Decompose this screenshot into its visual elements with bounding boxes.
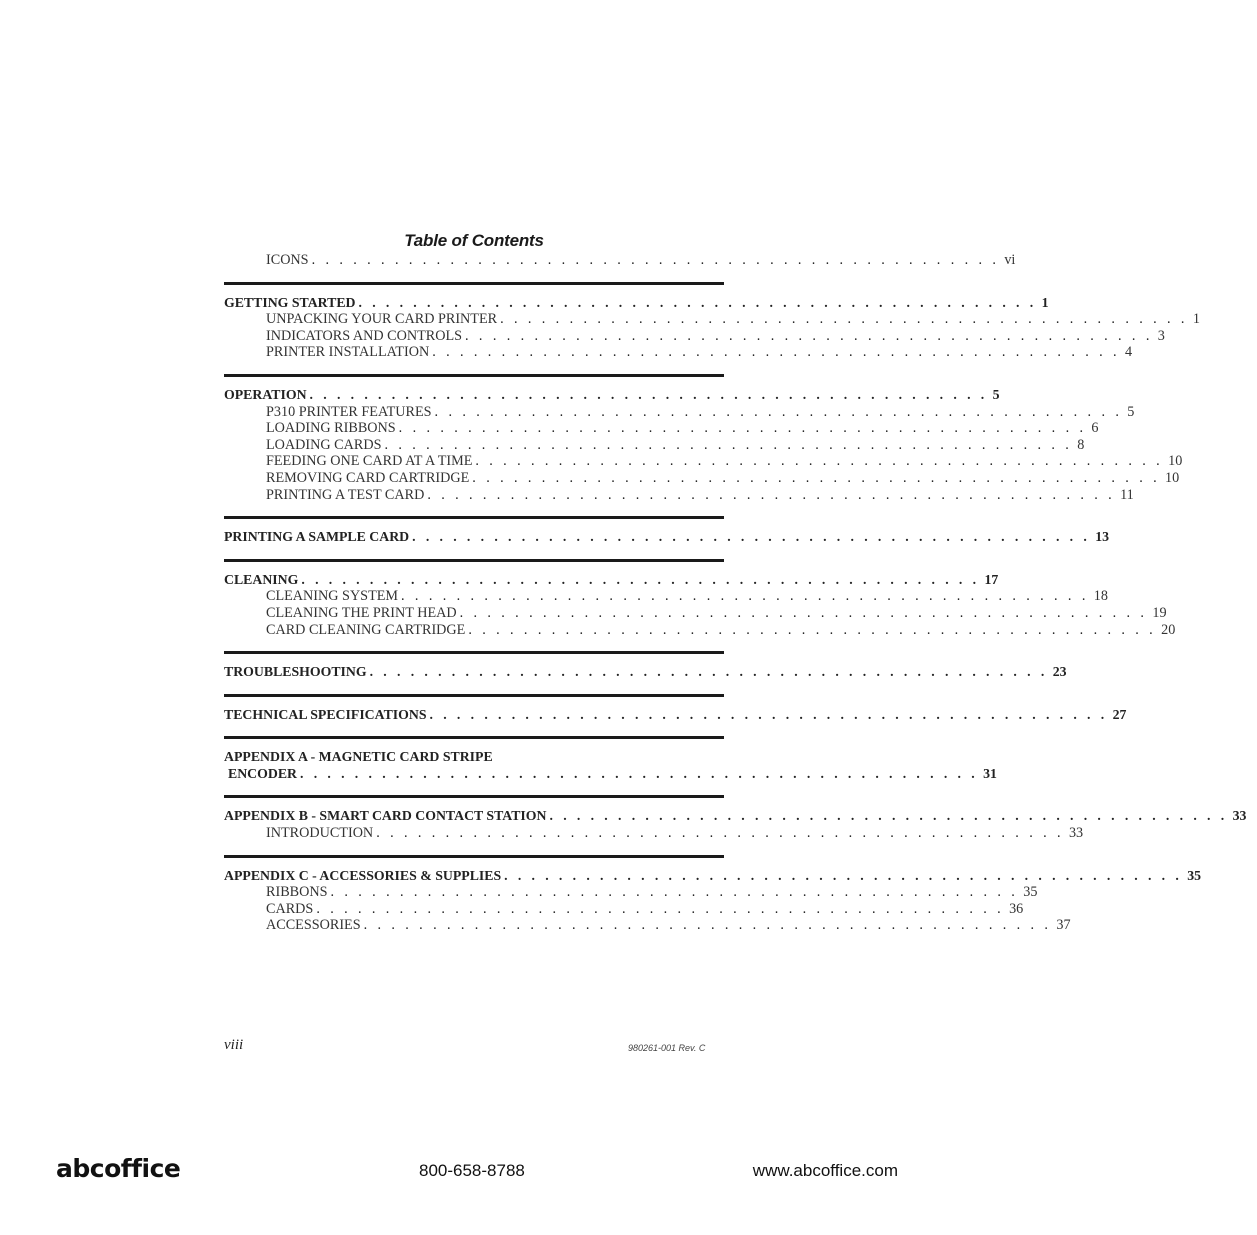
toc-heading-appendix-c[interactable] [224,867,1202,885]
toc-entry[interactable] [224,884,1038,901]
toc-entry-label: CLEANING THE PRINT HEAD [266,604,457,621]
dot-leader: . . . . . . . . . . . . . . . . . . . . . . . . . . . . . . . . . . . . . . . . . . . . . . . . . . [376,825,1064,842]
toc-section-icons [224,252,1016,285]
dot-leader: . . . . . . . . . . . . . . . . . . . . . . . . . . . . . . . . . . . . . . . . . . . . . . . . . . [472,469,1161,486]
toc-section-operation [224,386,1183,519]
toc-entry-page: 35 [1023,884,1038,901]
dot-leader: . . . . . . . . . . . . . . . . . . . . . . . . . . . . . . . . . . . . . . . . . . . . . . . . . . [358,294,1037,310]
dot-leader: . . . . . . . . . . . . . . . . . . . . . . . . . . . . . . . . . . . . . . . . . . . . . . . . . . [475,453,1164,470]
toc-section-getting-started [224,294,1200,377]
page-title: Table of Contents [404,231,544,250]
dot-leader: . . . . . . . . . . . . . . . . . . . . . . . . . . . . . . . . . . . . . . . . . . . . . . . . . . [412,529,1091,545]
document-number: 980261-001 Rev. C [628,1043,706,1053]
toc-heading-label: TROUBLESHOOTING [224,664,367,680]
toc-entry-page: 3 [1157,327,1165,344]
toc-entry[interactable] [224,604,1167,622]
toc-section-appendix-c [224,867,1202,947]
phone-number: 800-658-8788 [419,1161,525,1180]
toc-entry-page: 6 [1091,420,1099,437]
toc-entry-label: LOADING RIBBONS [266,420,396,437]
toc-heading-page: 31 [983,765,997,781]
toc-heading-label: APPENDIX B - SMART CARD CONTACT STATION [224,808,547,824]
toc-entry-page: 8 [1077,436,1085,453]
toc-entry-label: CARD CLEANING CARTRIDGE [266,621,466,638]
dot-leader: . . . . . . . . . . . . . . . . . . . . . . . . . . . . . . . . . . . . . . . . . . . . . . . . . . [363,917,1052,934]
dot-leader: . . . . . . . . . . . . . . . . . . . . . . . . . . . . . . . . . . . . . . . . . . . . . . . . . . [301,571,980,587]
toc-entry[interactable] [224,344,1133,361]
toc-entry[interactable] [224,327,1165,345]
toc-entry[interactable] [224,469,1180,487]
dot-leader: . . . . . . . . . . . . . . . . . . . . . . . . . . . . . . . . . . . . . . . . . . . . . . . . . . [465,327,1153,344]
dot-leader: . . . . . . . . . . . . . . . . . . . . . . . . . . . . . . . . . . . . . . . . . . . . . . . . . . [549,808,1228,824]
toc-entry-label: REMOVING CARD CARTRIDGE [266,469,470,486]
toc-heading-getting-started[interactable] [224,294,1049,312]
toc-entry-label: P310 PRINTER FEATURES [266,403,432,420]
toc-section-appendix-b [224,808,1247,857]
toc-entry-label: UNPACKING YOUR CARD PRINTER [266,311,498,328]
table-of-contents [224,252,1247,957]
toc-entry[interactable] [224,900,1024,918]
toc-entry-page: 10 [1165,469,1180,486]
dot-leader: . . . . . . . . . . . . . . . . . . . . . . . . . . . . . . . . . . . . . . . . . . . . . . . . . . [330,884,1019,901]
toc-entry[interactable] [224,403,1135,421]
toc-entry-page: 1 [1192,311,1200,328]
toc-entry[interactable] [224,453,1183,470]
page-number: viii [224,1037,244,1053]
toc-entry-label: INTRODUCTION [266,825,374,842]
dot-leader: . . . . . . . . . . . . . . . . . . . . . . . . . . . . . . . . . . . . . . . . . . . . . . . . . . [432,344,1120,361]
toc-entry-label: ICONS [266,252,309,268]
website-link[interactable]: www.abcoffice.com [752,1161,898,1180]
toc-section-troubleshooting [224,664,1067,697]
dot-leader: . . . . . . . . . . . . . . . . . . . . . . . . . . . . . . . . . . . . . . . . . . . . . . . . . . [429,706,1108,722]
toc-section-cleaning [224,571,1176,654]
toc-entry-page: 20 [1161,621,1176,638]
toc-section-printing-sample-card [224,529,1110,562]
toc-entry-page: 37 [1056,917,1071,934]
brand-logo: abcoffice [56,1154,181,1183]
toc-entry-page: 36 [1009,900,1024,917]
dot-leader: . . . . . . . . . . . . . . . . . . . . . . . . . . . . . . . . . . . . . . . . . . . . . . . . . . [434,403,1123,420]
toc-entry[interactable] [224,420,1099,437]
toc-entry-label: CARDS [266,900,314,917]
toc-entry[interactable] [224,588,1108,605]
dot-leader: . . . . . . . . . . . . . . . . . . . . . . . . . . . . . . . . . . . . . . . . . . . . . . . . . . [369,664,1048,680]
toc-heading-page: 17 [984,571,999,587]
toc-heading-appendix-b[interactable] [224,808,1247,825]
toc-heading-printing-sample-card[interactable] [224,529,1110,546]
toc-heading-appendix-a-continued[interactable] [224,765,997,783]
toc-entry-page: 19 [1152,604,1167,621]
toc-heading-page: 23 [1052,664,1067,680]
dot-leader: . . . . . . . . . . . . . . . . . . . . . . . . . . . . . . . . . . . . . . . . . . . . . . . . . . [427,486,1116,503]
toc-heading-cleaning[interactable] [224,571,999,589]
toc-entry-page: 11 [1120,486,1134,503]
toc-entry-label: PRINTER INSTALLATION [266,344,430,361]
dot-leader: . . . . . . . . . . . . . . . . . . . . . . . . . . . . . . . . . . . . . . . . . . . . . . . . . . [398,420,1087,437]
dot-leader: . . . . . . . . . . . . . . . . . . . . . . . . . . . . . . . . . . . . . . . . . . . . . . . . . . [504,867,1183,883]
toc-heading-page: 33 [1232,808,1247,824]
toc-heading-operation[interactable] [224,386,1000,404]
toc-heading-label: TECHNICAL SPECIFICATIONS [224,706,427,722]
toc-entry-label: INDICATORS AND CONTROLS [266,327,463,344]
toc-entry[interactable] [224,311,1200,328]
footer [0,1150,954,1190]
toc-entry-page: vi [1004,252,1016,268]
toc-section-appendix-a [224,749,997,798]
toc-heading-label: APPENDIX A - MAGNETIC CARD STRIPE [224,749,493,765]
dot-leader: . . . . . . . . . . . . . . . . . . . . . . . . . . . . . . . . . . . . . . . . . . . . . . . . . . [384,436,1073,453]
toc-heading-page: 5 [992,386,1000,402]
toc-heading-label: CLEANING [224,571,299,587]
toc-entry-label: LOADING CARDS [266,436,382,453]
toc-entry-page: 4 [1124,344,1133,361]
toc-heading-label: OPERATION [224,386,307,402]
toc-entry-label: RIBBONS [266,884,328,901]
toc-entry[interactable] [224,486,1134,504]
toc-entry[interactable] [224,825,1084,842]
toc-entry-page: 10 [1168,453,1183,470]
toc-entry-page: 33 [1068,825,1084,842]
toc-entry-label: CLEANING SYSTEM [266,588,399,605]
toc-entry-label: PRINTING A TEST CARD [266,486,425,503]
toc-entry-icons[interactable] [224,252,1016,269]
toc-heading-label: PRINTING A SAMPLE CARD [224,529,410,545]
toc-entry[interactable] [224,917,1071,934]
toc-heading-page: 13 [1095,529,1110,545]
toc-heading-label: APPENDIX C - ACCESSORIES & SUPPLIES [224,867,502,883]
dot-leader: . . . . . . . . . . . . . . . . . . . . . . . . . . . . . . . . . . . . . . . . . . . . . . . . . . [401,588,1089,605]
dot-leader: . . . . . . . . . . . . . . . . . . . . . . . . . . . . . . . . . . . . . . . . . . . . . . . . . . [459,604,1148,621]
toc-entry[interactable] [224,436,1085,454]
toc-heading-technical-specifications[interactable] [224,706,1127,724]
dot-leader: . . . . . . . . . . . . . . . . . . . . . . . . . . . . . . . . . . . . . . . . . . . . . . . . . . [309,386,988,402]
toc-heading-troubleshooting[interactable] [224,664,1067,681]
toc-heading-appendix-a[interactable] [224,749,724,766]
toc-heading-page: 1 [1041,294,1049,310]
toc-entry-label: FEEDING ONE CARD AT A TIME [266,453,473,470]
dot-leader: . . . . . . . . . . . . . . . . . . . . . . . . . . . . . . . . . . . . . . . . . . . . . . . . . . [468,621,1157,638]
toc-entry-page: 18 [1093,588,1108,605]
dot-leader: . . . . . . . . . . . . . . . . . . . . . . . . . . . . . . . . . . . . . . . . . . . . . . . . . . [311,252,1000,268]
toc-entry-label: ACCESSORIES [266,917,361,934]
toc-entry-page: 5 [1127,403,1135,420]
dot-leader: . . . . . . . . . . . . . . . . . . . . . . . . . . . . . . . . . . . . . . . . . . . . . . . . . . [300,765,979,781]
toc-section-technical-specifications [224,706,1127,740]
toc-heading-page: 35 [1187,867,1202,883]
toc-heading-label: GETTING STARTED [224,294,356,310]
dot-leader: . . . . . . . . . . . . . . . . . . . . . . . . . . . . . . . . . . . . . . . . . . . . . . . . . . [316,900,1005,917]
dot-leader: . . . . . . . . . . . . . . . . . . . . . . . . . . . . . . . . . . . . . . . . . . . . . . . . . . [500,311,1188,328]
toc-heading-page: 27 [1112,706,1127,722]
toc-heading-label: ENCODER [228,765,297,781]
toc-entry[interactable] [224,621,1176,639]
